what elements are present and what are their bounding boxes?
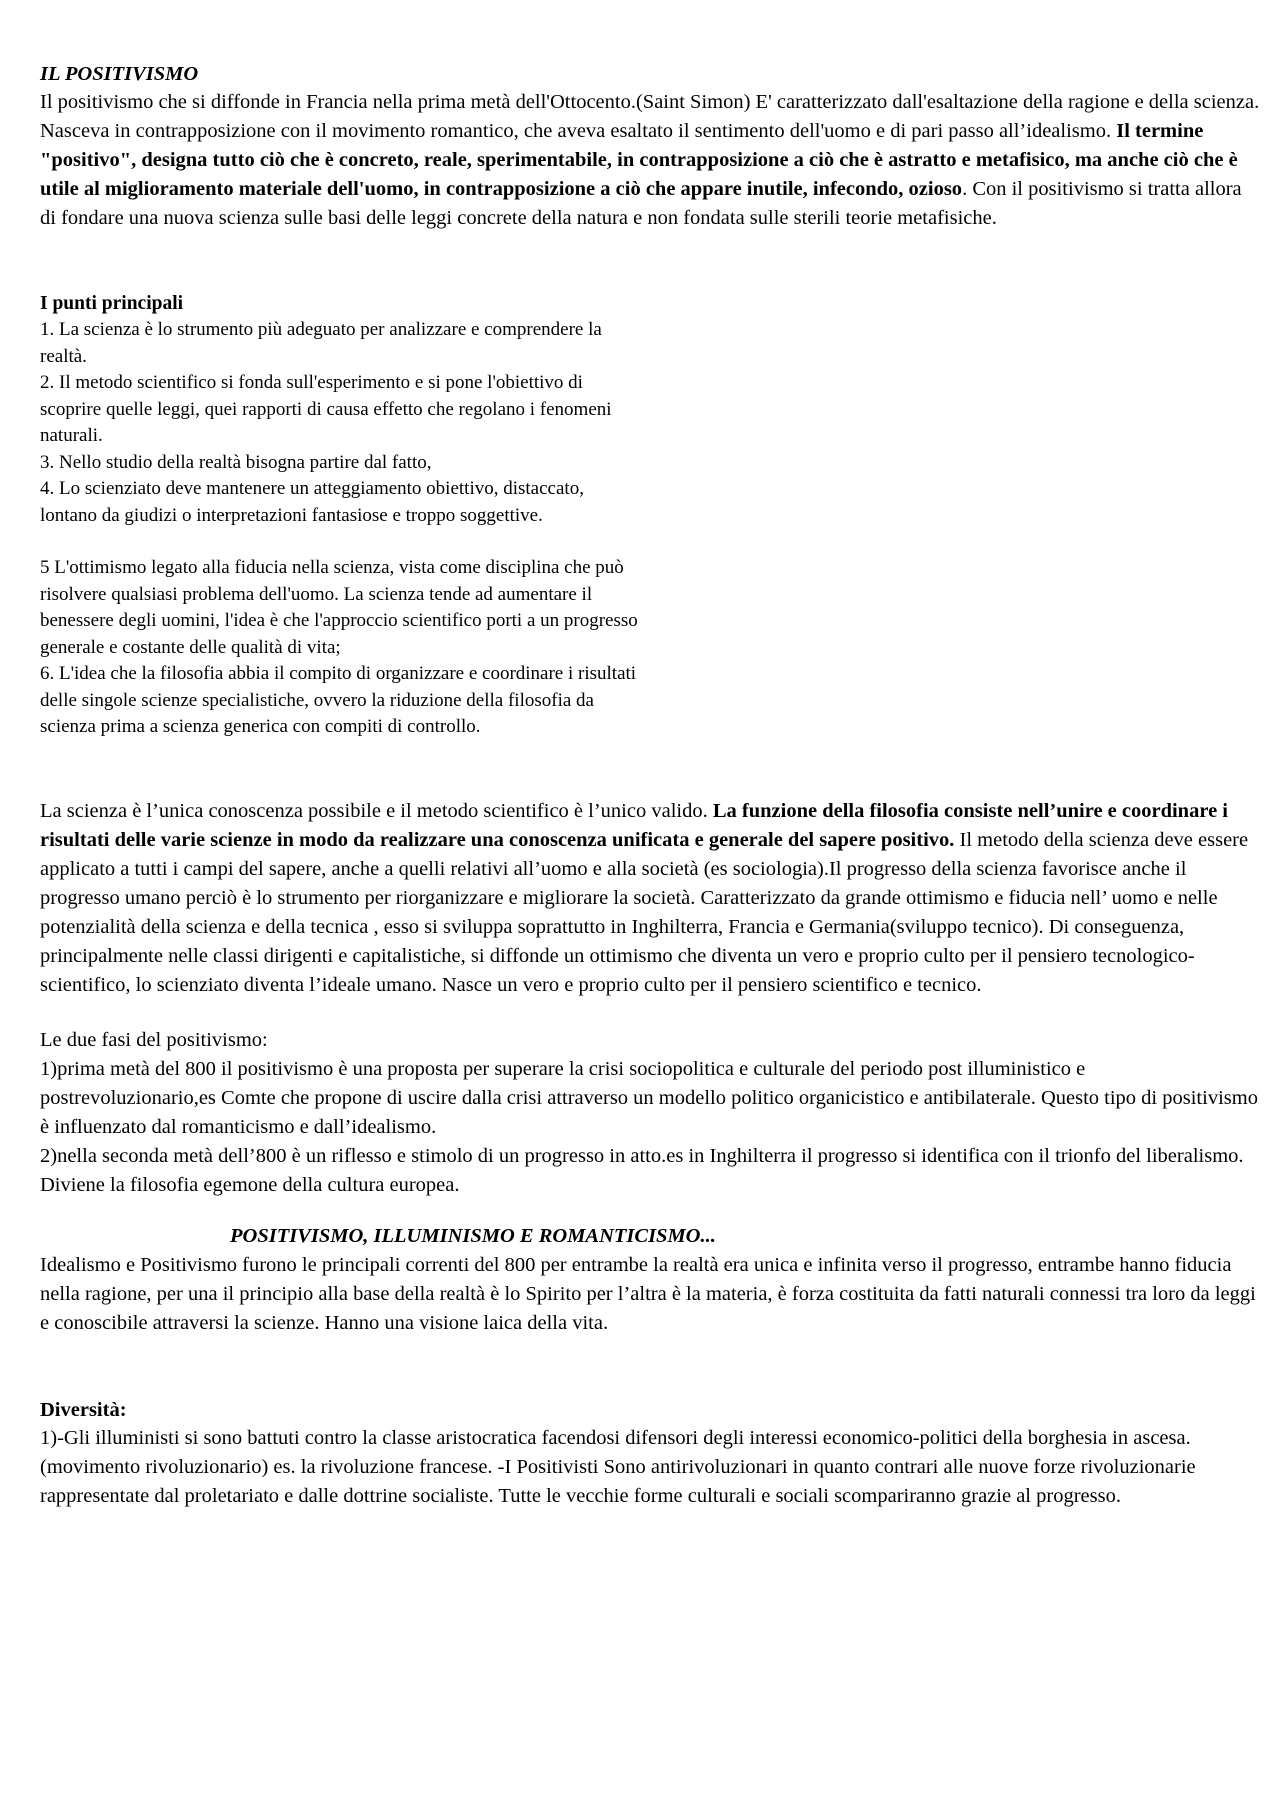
phases-title: Le due fasi del positivismo: — [40, 1028, 268, 1051]
document-page — [40, 60, 1260, 1511]
spacer — [40, 1338, 1260, 1396]
point-item-1: 1. La scienza è lo strumento più adeguato per analizzare e comprendere la realtà. — [40, 319, 602, 367]
science-text-start: La scienza è l’unica conoscenza possibile e il metodo scientifico è l’unico valido. — [40, 799, 713, 822]
spacer — [40, 233, 1260, 291]
intro-paragraph — [40, 88, 1260, 233]
points-list — [40, 317, 640, 741]
intro-text-start: Il positivismo che si diffonde in Francia nella prima metà dell'Ottocento.(Saint Simon) E' caratterizzato dall'esaltazione della ragione e della scienza. Nasceva in contrapposizione con il movimento romantico, che aveva esaltato il sentimento dell'uomo e di pari passo all’idealismo. — [40, 91, 1260, 142]
point-item-6: 6. L'idea che la filosofia abbia il compito di organizzare e coordinare i risultati delle singole scienze specialistiche, ovvero la riduzione della filosofia da scienza prima a scienza generica con compiti di controllo. — [40, 663, 637, 737]
point-item-5: 5 L'ottimismo legato alla fiducia nella scienza, vista come disciplina che può risolvere qualsiasi problema dell'uomo. La scienza tende ad aumentare il benessere degli uomini, l'idea è che l'approccio scientifico porti a un progresso generale e costante delle qualità di vita; — [40, 557, 638, 658]
points-title: I punti principali — [40, 293, 184, 314]
science-bold-function: La funzione della filosofia consiste nell’unire e coordinare i risultati delle varie scienze in modo da realizzare una conoscenza unificata e generale del sapere positivo. — [40, 799, 1228, 851]
comparison-paragraph: Idealismo e Positivismo furono le principali correnti del 800 per entrambe la realtà era unica e infinita verso il progresso, entrambe hanno fiducia nella ragione, per una il principio alla base della realtà è lo Spirito per l’altra è la materia, è forza costituita da fatti naturali connessi tra loro da leggi e conoscibile attraversi la scienze. Hanno una visione laica della vita. — [40, 1253, 1256, 1334]
comparison-title: POSITIVISMO, ILLUMINISMO E ROMANTICISMO... — [230, 1224, 716, 1247]
phase-2: 2)nella seconda metà dell’800 è un riflesso e stimolo di un progresso in atto.es in Inghilterra il progresso si identifica con il trionfo del liberalismo. Diviene la filosofia egemone della cultura europea. — [40, 1144, 1244, 1196]
science-text-end: Il metodo della scienza deve essere applicato a tutti i campi del sapere, anche a quelli relativi all’uomo e alla società (es sociologia).Il progresso della scienza favorisce anche il progresso umano perciò è lo strumento per riorganizzare e migliorare la società. Caratterizzato da grande ottimismo e fiducia nell’ uomo e nelle potenzialità della scienza e della tecnica , esso si sviluppa soprattutto in Inghilterra, Francia e Germania(sviluppo tecnico). Di conseguenza, principalmente nelle classi dirigenti e capitalistiche, si diffonde un ottimismo che diventa un vero e proprio culto per il pensiero tecnologico-scientifico, lo scienziato diventa l’ideale umano. Nasce un vero e proprio culto per il pensiero scientifico e tecnico. — [40, 828, 1249, 996]
intro-bold-definition: Il termine "positivo", designa tutto ciò che è concreto, reale, sperimentabile, in contrapposizione a ciò che è astratto e metafisico, ma anche ciò che è utile al miglioramento materiale dell'uomo, in contrapposizione a ciò che appare inutile, infecondo, ozioso — [40, 120, 1238, 200]
point-item-3: 3. Nello studio della realtà bisogna partire dal fatto, — [40, 451, 432, 473]
intro-text-end: . Con il positivismo si tratta allora di fondare una nuova scienza sulle basi delle leggi concrete della natura e non fondata sulle sterili teorie metafisiche. — [40, 178, 1242, 229]
spacer — [40, 529, 640, 555]
document-title: IL POSITIVISMO — [40, 63, 199, 85]
point-item-4: 4. Lo scienziato deve mantenere un atteggiamento obiettivo, distaccato, lontano da giudizi o interpretazioni fantasiose e troppo soggettive. — [40, 478, 584, 526]
spacer — [40, 741, 1260, 797]
point-item-2: 2. Il metodo scientifico si fonda sull'esperimento e si pone l'obiettivo di scoprire quelle leggi, quei rapporti di causa effetto che regolano i fenomeni naturali. — [40, 372, 612, 446]
differences-title: Diversità: — [40, 1398, 127, 1421]
differences-paragraph: 1)-Gli illuministi si sono battuti contro la classe aristocratica facendosi difensori degli interessi economico-politici della borghesia in ascesa.(movimento rivoluzionario) es. la rivoluzione francese. -I Positivisti Sono antirivoluzionari in quanto contrari alle nuove forze rivoluzionarie rappresentate dal proletariato e dalle dottrine socialiste. Tutte le vecchie forme culturali e sociali scompariranno grazie al progresso. — [40, 1426, 1196, 1507]
spacer — [40, 1200, 1260, 1222]
science-paragraph — [40, 797, 1260, 1000]
phase-1: 1)prima metà del 800 il positivismo è una proposta per superare la crisi sociopolitica e culturale del periodo post illuministico e postrevoluzionario,es Comte che propone di uscire dalla crisi attraverso un modello politico organicistico e antibilaterale. Questo tipo di positivismo è influenzato dal romanticismo e dall’idealismo. — [40, 1057, 1258, 1138]
spacer — [40, 1000, 1260, 1026]
